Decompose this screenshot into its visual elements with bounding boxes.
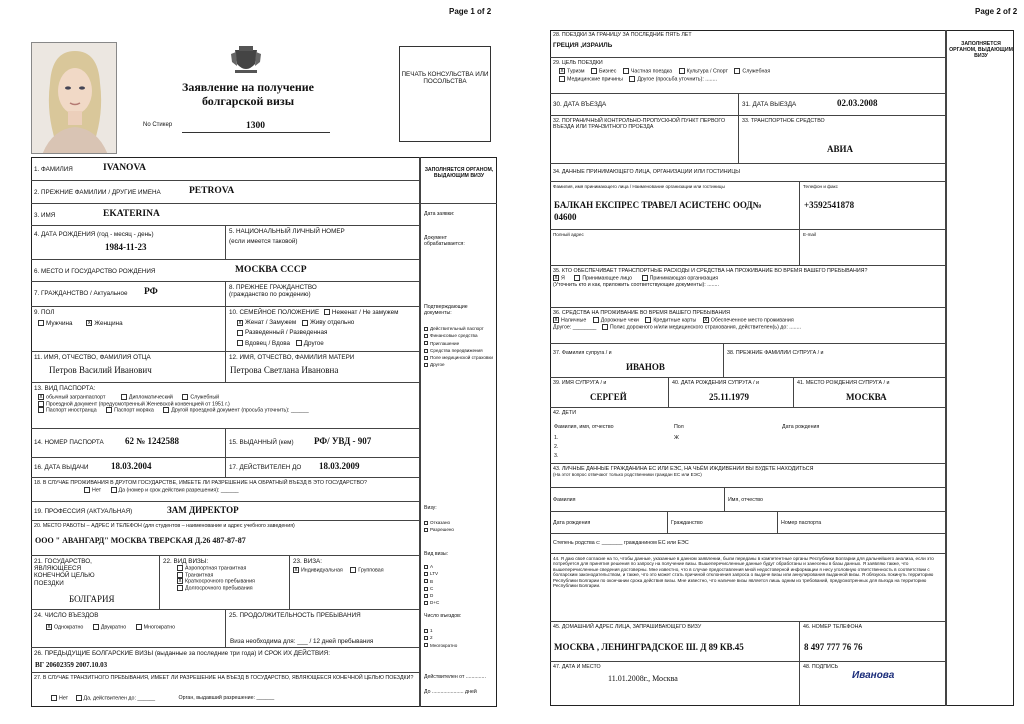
visa-type-2[interactable] (424, 579, 439, 584)
individual-checkbox[interactable]: x (294, 567, 298, 574)
visa-type-5[interactable] (424, 600, 439, 605)
supporting-doc-label: Приглашение (430, 340, 460, 346)
field-28-travels[interactable]: 28. ПОЕЗДКИ ЗА ГРАНИЦУ ЗА ПОСЛЕДНИЕ ПЯТЬ ЛЕТ ГРЕЦИЯ ,ИЗРАИЛЬ (550, 30, 946, 58)
visa-type-4[interactable] (424, 593, 439, 598)
widowed-checkbox[interactable] (237, 340, 243, 346)
field-24-entries[interactable]: 24. ЧИСЛО ВЪЕЗДОВ x Однократно Двукратно Многократно (31, 610, 226, 648)
visa-decision-1[interactable] (424, 527, 454, 532)
field-21-destination-country[interactable]: 21. ГОСУДАРСТВО, ЯВЛЯЮЩЕЕСЯ КОНЕЧНОЙ ЦЕЛЬЮ ПОЕЗДКИ БОЛГАРИЯ (31, 556, 160, 610)
field-27-transit-permit[interactable]: 27. В СЛУЧАЕ ТРАНЗИТНОГО ПРЕБЫВАНИЯ, ИМЕЕТ ЛИ РАЗРЕШЕНИЕ НА ВЪЕЗД В ГОСУДАРСТВО, ЯВЛЯЮЩЕЕСЯ КОНЕЧНОЙ ЦЕЛЬЮ ПОЕЗДКИ? Нет Да, действителен до: ______ Орган, выдавший разрешение: ______ (31, 673, 420, 707)
field-26-previous-visas[interactable]: 26. ПРЕДЫДУЩИЕ БОЛГАРСКИЕ ВИЗЫ (выданные за последние три года) И СРОК ИХ ДЕЙСТВИЯ: ВГ 20602359 2007.10.03 (31, 648, 420, 673)
visa-type-label: A (430, 564, 434, 569)
field-20-workplace[interactable]: 20. МЕСТО РАБОТЫ – АДРЕС И ТЕЛЕФОН (для студентов – наименование и адрес учебного заведения) ООО " АВАНГАРД" МОСКВА ТВЕРСКАЯ Д.26 487-87-87 (31, 521, 420, 556)
entries-option-1[interactable] (424, 635, 457, 640)
supporting-doc-checkbox[interactable] (424, 327, 428, 331)
field-37-spouse-surname[interactable]: 37. Фамилия супруга / и ИВАНОВ (550, 344, 724, 378)
private-checkbox[interactable] (623, 68, 629, 74)
field-34-host-phone[interactable]: Телефон и факс +3592541878 (800, 182, 946, 230)
supporting-doc-label: Средства передвижения (430, 347, 483, 353)
entries-option-label: Многократно (430, 642, 458, 648)
field-45-home-address[interactable]: 45. ДОМАШНИЙ АДРЕС ЛИЦА, ЗАПРАШИВАЮЩЕГО ВИЗУ МОСКВА , ЛЕНИНГРАДСКОЕ Ш. Д 89 КВ.45 (550, 622, 800, 662)
field-34-host-address[interactable]: Полный адрес (550, 230, 800, 266)
page-number: Page 1 of 2 (449, 7, 492, 16)
female-checkbox[interactable]: x (87, 320, 91, 327)
entries-option-checkbox[interactable] (424, 636, 428, 640)
field-17-valid-until[interactable]: 17. ДЕЙСТВИТЕЛЕН ДО 18.03.2009 (226, 458, 420, 478)
visa-type-0[interactable] (424, 564, 439, 569)
supporting-doc-3[interactable] (424, 348, 493, 353)
field-11-father[interactable]: 11. ИМЯ, ОТЧЕСТВО, ФАМИЛИЯ ОТЦА Петров Василий Иванович (31, 352, 226, 383)
field-4-birth-date[interactable]: 4. ДАТА РОЖДЕНИЯ (год - месяц - день) 1984-11-23 (31, 226, 226, 260)
field-23-visa-group[interactable]: 23. ВИЗА: x Индивидуальная Групповая (290, 556, 420, 610)
double-entry-checkbox[interactable] (93, 624, 99, 630)
short-stay-checkbox[interactable]: x (178, 578, 182, 585)
insurance-checkbox[interactable] (602, 324, 608, 330)
field-13-passport-type[interactable]: 13. ВИД ПАСПОРТА: x обычный загранпаспорт Дипломатический Служебный Проездной документ (предусмотренный Женевской конвенцией от 1951 г.) Паспорт иностранца Паспорт моряка Другой проездной документ (просьба уточнить): ______ (31, 383, 420, 429)
field-34-host-email[interactable]: E-mail (800, 230, 946, 266)
field-43-passport[interactable]: Номер паспорта (778, 512, 946, 534)
single-checkbox[interactable] (324, 309, 330, 315)
host-organization-checkbox[interactable] (642, 275, 648, 281)
other-marital-checkbox[interactable] (296, 340, 302, 346)
visa-type-label: B (430, 578, 434, 584)
children-col-sex: Пол (674, 424, 684, 430)
seaman-passport-checkbox[interactable] (106, 407, 112, 413)
children-row-3: 3. (554, 453, 559, 459)
visa-decision-checkbox[interactable] (424, 521, 428, 525)
visa-decision-checkbox[interactable] (424, 528, 428, 532)
supporting-docs-label: Подтверждающие документы: (424, 304, 468, 316)
field-19-profession[interactable]: 19. ПРОФЕССИЯ (АКТУАЛЬНАЯ) ЗАМ ДИРЕКТОР (31, 502, 420, 521)
entries-option-checkbox[interactable] (424, 629, 428, 633)
sticker-label: No Стикер (143, 122, 173, 128)
field-40-spouse-birth-date[interactable]: 40. ДАТА РОЖДЕНИЯ СУПРУГА / и 25.11.1979 (669, 378, 794, 408)
other-purpose-checkbox[interactable] (629, 76, 635, 82)
divorced-checkbox[interactable] (237, 330, 243, 336)
signature-value: Иванова (852, 670, 895, 681)
visa-type-checkbox[interactable] (424, 587, 428, 591)
field-34-host-name[interactable]: Фамилия, имя принимающего лица / Наименование организации или гостиницы БАЛКАН ЕКСПРЕС ТРАВЕЛ АСИСТЕНС ООД№ 04600 (550, 182, 800, 230)
application-date-label: Дата заявки: (424, 211, 455, 217)
form-title: Заявление на получение болгарской визы (181, 80, 314, 108)
field-43-surname[interactable]: Фамилия (550, 488, 725, 512)
field-35-expenses[interactable]: 35. КТО ОБЕСПЕЧИВАЕТ ТРАНСПОРТНЫЕ РАСХОДЫ И СРЕДСТВА НА ПРОЖИВАНИЕ ВО ВРЕМЯ ВАШЕГО ПРЕБЫВАНИЯ? x Я Принимающее лицо Принимающая организация (Уточнить кто и как, приложить соответствующие документы): ........ (550, 266, 946, 308)
official-use-header: ЗАПОЛНЯЕТСЯ ОРГАНОМ, ВЫДАЮЩИМ ВИЗУ (424, 167, 494, 179)
business-checkbox[interactable] (591, 68, 597, 74)
field-1-surname[interactable]: 1. ФАМИЛИЯ IVANOVA (31, 157, 420, 181)
visa-type-checkbox[interactable] (424, 594, 428, 598)
supporting-doc-2[interactable] (424, 341, 493, 346)
official-use-header: ЗАПОЛНЯЕТСЯ ОРГАНОМ, ВЫДАЮЩИМ ВИЗУ (949, 41, 1013, 59)
official-checkbox[interactable] (734, 68, 740, 74)
field-44-declaration: 44. Я даю своё согласие на то, чтобы данные, указанные в данном заявлении, были переданы в компетентные органы Республики Болгарии для дальнейшего анализа, если это потребуется для принятия решения по запросу на получение визы. Вышеперечисленные данные будут обработаны и занесены в базы данных. Я заявляю также, что вышеперечисленные сведения достоверны. Мне известно, что в случае предоставления мной недостоверной информации я несу уголовную ответственность в соответствии с болгарским законодательством, и также, что это может стать причиной отклонения запроса о выдаче визы или аннулирования выданной визы. Я обязуюсь покинуть территорию Республики Болгарии по окончании срока действия визы. Мне известно, что наличие визы является лишь одним из требований, предусмотренных для въезда на территорию Республики Болгарии. (550, 554, 946, 622)
field-29-purpose[interactable]: 29. ЦЕЛЬ ПОЕЗДКИ x Туризм Бизнес Частная поездка Культура / Спорт Служебная Медицинские причины Другое (просьба уточнить): ........ (550, 58, 946, 94)
documents-label: Документ обрабатывается: (424, 235, 465, 247)
field-42-children[interactable]: 42. ДЕТИ Фамилия, имя, отчество Пол Дата рождения 1. 2. 3. Ж (550, 408, 946, 464)
field-43-citizenship[interactable]: Гражданство (668, 512, 778, 534)
transit-yes-checkbox[interactable] (76, 695, 82, 701)
supporting-doc-label: Действительный паспорт (430, 326, 484, 331)
field-6-birth-place[interactable]: 6. МЕСТО И ГОСУДАРСТВО РОЖДЕНИЯ МОСКВА СССР (31, 260, 420, 282)
self-funded-checkbox[interactable]: x (554, 275, 558, 282)
valid-from-label: Действителен от .............. (424, 674, 486, 680)
children-row-1: 1. (554, 435, 559, 441)
ordinary-passport-checkbox[interactable]: x (39, 394, 43, 401)
transit-checkbox[interactable] (177, 572, 183, 578)
visa-decision-0[interactable] (424, 520, 454, 525)
entries-option-label: 1 (430, 628, 433, 633)
field-5-national-id[interactable]: 5. НАЦИОНАЛЬНЫЙ ЛИЧНЫЙ НОМЕР (если имеется таковой) (226, 226, 420, 260)
children-sex-value: Ж (674, 435, 679, 441)
transit-no-checkbox[interactable] (51, 695, 57, 701)
supporting-doc-label: Другое (430, 362, 445, 368)
field-33-transport[interactable]: 33. ТРАНСПОРТНОЕ СРЕДСТВО АВИА (739, 116, 946, 164)
supporting-doc-checkbox[interactable] (424, 356, 428, 360)
field-12-mother[interactable]: 12. ИМЯ, ОТЧЕСТВО, ФАМИЛИЯ МАТЕРИ Петрова Светлана Ивановна (226, 352, 420, 383)
field-43-name[interactable]: Имя, отчество (725, 488, 946, 512)
field-25-stay-duration[interactable]: 25. ПРОДОЛЖИТЕЛЬНОСТЬ ПРЕБЫВАНИЯ Виза необходима для: ___ / 12 дней пребывания (226, 610, 420, 648)
supporting-doc-label: Финансовые средства (430, 333, 478, 339)
entries-option-checkbox[interactable] (424, 643, 428, 647)
field-8-previous-citizenship[interactable]: 8. ПРЕЖНЕЕ ГРАЖДАНСТВО (гражданство по рождению) (226, 282, 420, 307)
separated-checkbox[interactable] (302, 320, 308, 326)
long-stay-checkbox[interactable] (177, 585, 183, 591)
travel-doc-checkbox[interactable] (38, 401, 44, 407)
field-14-passport-number[interactable]: 14. НОМЕР ПАСПОРТА 62 № 1242588 (31, 429, 226, 458)
field-22-visa-kind[interactable]: 22. ВИД ВИЗЫ: Аэропортная транзитная Транзитная x Краткосрочного пребывания Долгосрочного пребывания (160, 556, 290, 610)
field-43-relation[interactable]: Степень родства с: _______ гражданином ЕС или ЕЭС (550, 534, 946, 554)
multiple-entry-checkbox[interactable] (136, 624, 142, 630)
entries-option-2[interactable] (424, 643, 457, 648)
married-checkbox[interactable]: x (238, 319, 242, 326)
field-39-spouse-name[interactable]: 39. ИМЯ СУПРУГА / и СЕРГЕЙ (550, 378, 669, 408)
single-entry-checkbox[interactable]: x (47, 624, 51, 631)
visa-decision-label: Разрешено (430, 527, 454, 533)
credit-cards-checkbox[interactable] (645, 317, 651, 323)
valid-to-label: До ...................... дней (424, 689, 477, 695)
travellers-cheques-checkbox[interactable] (593, 317, 599, 323)
supporting-doc-0[interactable] (424, 326, 493, 331)
field-9-sex[interactable]: 9. ПОЛ Мужчина x Женщина (31, 307, 226, 352)
male-checkbox[interactable] (38, 320, 44, 326)
field-41-spouse-birth-place[interactable]: 41. МЕСТО РОЖДЕНИЯ СУПРУГА / и МОСКВА (794, 378, 946, 408)
visa-type-1[interactable] (424, 571, 439, 576)
field-47-date-place[interactable]: 47. ДАТА И МЕСТО 11.01.2008г., Москва (550, 662, 800, 706)
children-row-2: 2. (554, 444, 559, 450)
page-number: Page 2 of 2 (975, 7, 1018, 16)
visa-type-checkbox[interactable] (424, 579, 428, 583)
reentry-no-checkbox[interactable] (84, 487, 90, 493)
airport-transit-checkbox[interactable] (177, 565, 183, 571)
supporting-doc-1[interactable] (424, 333, 493, 338)
visa-type-3[interactable] (424, 586, 439, 591)
applicant-photo (31, 42, 117, 154)
entries-option-label: 2 (430, 635, 433, 641)
supporting-doc-checkbox[interactable] (424, 334, 428, 338)
group-checkbox[interactable] (350, 567, 356, 573)
consulate-stamp-box: ПЕЧАТЬ КОНСУЛЬСТВА ИЛИ ПОСОЛЬСТВА (399, 46, 491, 142)
diplomatic-checkbox[interactable] (121, 394, 127, 400)
visa-type-label: D (430, 593, 434, 599)
entries-option-0[interactable] (424, 628, 457, 633)
field-15-issued-by[interactable]: 15. ВЫДАННЫЙ (кем) РФ/ УВД - 907 (226, 429, 420, 458)
accommodation-checkbox[interactable]: x (704, 317, 708, 324)
visa-type-label: LTV (430, 571, 439, 577)
other-doc-checkbox[interactable] (163, 407, 169, 413)
supporting-doc-checkbox[interactable] (424, 341, 428, 345)
alien-passport-checkbox[interactable] (38, 407, 44, 413)
children-col-name: Фамилия, имя, отчество (554, 424, 614, 430)
field-34-host: 34. ДАННЫЕ ПРИНИМАЮЩЕГО ЛИЦА, ОРГАНИЗАЦИИ ИЛИ ГОСТИНИЦЫ (550, 164, 946, 182)
service-checkbox[interactable] (182, 394, 188, 400)
host-person-checkbox[interactable] (574, 275, 580, 281)
bulgarian-coat-of-arms-icon (229, 44, 263, 76)
entries-label: Число въездов: (424, 613, 462, 619)
field-43-birth-date[interactable]: Дата рождения (550, 512, 668, 534)
visa-decision-label: Визу: (424, 505, 437, 511)
field-48-signature[interactable]: 48. ПОДПИСЬ Иванова (800, 662, 946, 706)
children-col-birth: Дата рождения (782, 424, 820, 430)
field-32-border-checkpoint[interactable]: 32. ПОГРАНИЧНЫЙ КОНТРОЛЬНО-ПРОПУСКНОЙ ПУНКТ ПЕРВОГО ВЪЕЗДА ИЛИ ТРАНЗИТНОГО ПРОЕЗДА (550, 116, 739, 164)
supporting-doc-5[interactable] (424, 362, 493, 367)
field-10-marital-status[interactable]: 10. СЕМЕЙНОЕ ПОЛОЖЕНИЕ Неженат / Не замужем x Женат / Замужем Живу отдельно Разведенный / Разведенная Вдовец / Вдова Другое (226, 307, 420, 352)
supporting-doc-checkbox[interactable] (424, 363, 428, 367)
field-30-entry-date[interactable]: 30. ДАТА ВЪЕЗДА (550, 94, 739, 116)
medical-checkbox[interactable] (559, 76, 565, 82)
page-2 (512, 0, 1024, 724)
field-38-spouse-previous-names[interactable]: 38. ПРЕЖНИЕ ФАМИЛИИ СУПРУГА / и (724, 344, 946, 378)
supporting-doc-label: Поле медицинской страховки (430, 355, 493, 361)
visa-type-label: D+C (430, 600, 440, 606)
field-7-citizenship[interactable]: 7. ГРАЖДАНСТВО / Актуальное РФ (31, 282, 226, 307)
field-2-previous-names[interactable]: 2. ПРЕЖНИЕ ФАМИЛИИ / ДРУГИЕ ИМЕНА PETROVA (31, 181, 420, 204)
visa-type-label: Вид визы: (424, 551, 449, 557)
supporting-doc-4[interactable] (424, 355, 493, 360)
field-16-issue-date[interactable]: 16. ДАТА ВЫДАЧИ 18.03.2004 (31, 458, 226, 478)
sticker-number: 1300 (246, 121, 265, 131)
visa-type-label: C (430, 585, 434, 591)
visa-type-checkbox[interactable] (424, 572, 428, 576)
visa-type-checkbox[interactable] (424, 565, 428, 569)
tourism-checkbox[interactable]: x (560, 68, 564, 75)
reentry-yes-checkbox[interactable] (111, 487, 117, 493)
culture-checkbox[interactable] (679, 68, 685, 74)
cash-checkbox[interactable]: x (554, 317, 558, 324)
visa-decision-label: Отказано (430, 520, 451, 525)
field-36-means[interactable]: 36. СРЕДСТВА НА ПРОЖИВАНИЕ ВО ВРЕМЯ ВАШЕГО ПРЕБЫВАНИЯ x Наличные Дорожные чеки Кредитные карты x Обеспеченное место проживания Другое: ________ Полис дорожного и/или медицинского страхования, действителен(ь) до: ........ (550, 308, 946, 344)
field-3-first-name[interactable]: 3. ИМЯ EKATERINA (31, 204, 420, 226)
visa-type-checkbox[interactable] (424, 601, 428, 605)
field-46-phone[interactable]: 46. НОМЕР ТЕЛЕФОНА 8 497 777 76 76 (800, 622, 946, 662)
field-31-exit-date[interactable]: 31. ДАТА ВЫЕЗДА 02.03.2008 (739, 94, 946, 116)
field-43-eu-relative: 43. ЛИЧНЫЕ ДАННЫЕ ГРАЖДАНИНА ЕС ИЛИ ЕЭС, НА ЧЬЁМ ИЖДИВЕНИИ ВЫ БУДЕТЕ НАХОДИТЬСЯ (На этот вопрос отвечают только родственники граждан ЕС или ЕЭС) (550, 464, 946, 488)
supporting-doc-checkbox[interactable] (424, 349, 428, 353)
field-18-reentry-permit[interactable]: 18. В СЛУЧАЕ ПРОЖИВАНИЯ В ДРУГОМ ГОСУДАРСТВЕ, ИМЕЕТЕ ЛИ РАЗРЕШЕНИЕ НА ОБРАТНЫЙ ВЪЕЗД В ЭТО ГОСУДАРСТВО? Нет Да (номер и срок действия разрешения): ______ (31, 478, 420, 502)
